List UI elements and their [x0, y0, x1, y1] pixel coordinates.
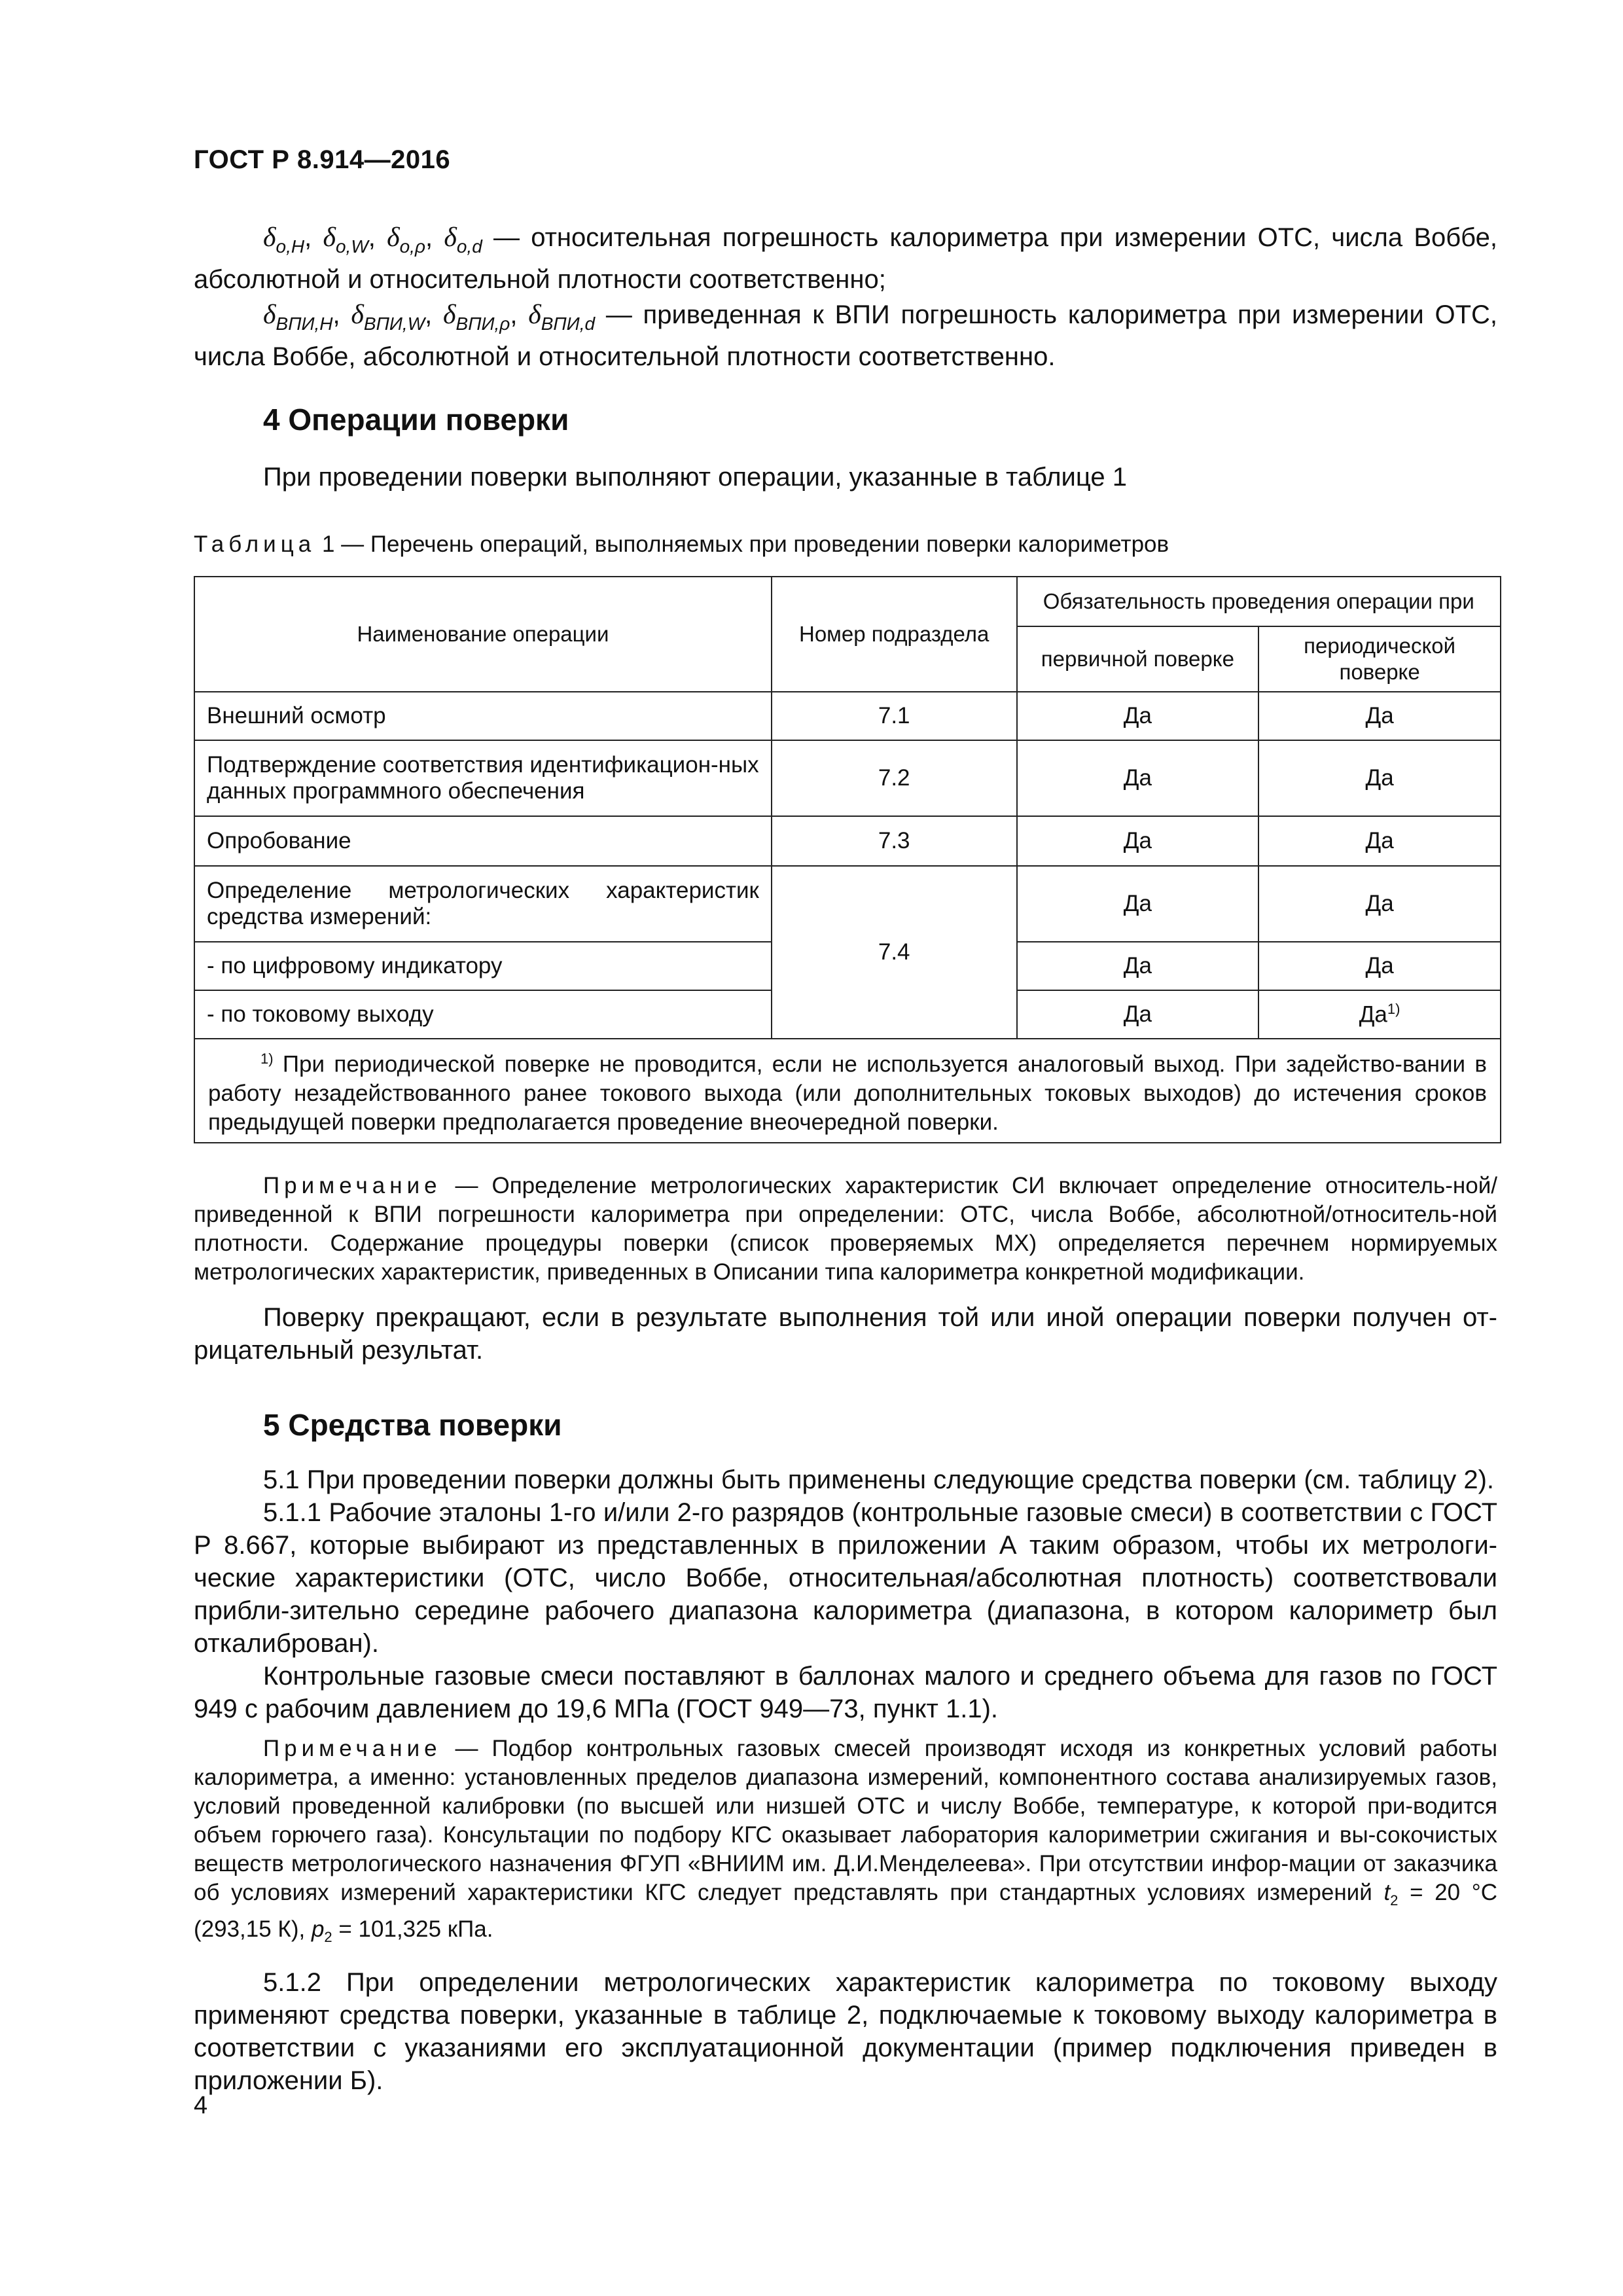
- stop-verification-text: Поверку прекращают, если в результате выполнения той или иной операции поверки получен от-рицательный результат.: [194, 1303, 1497, 1365]
- table-row: [194, 740, 1501, 816]
- cell-primary: Да: [1017, 942, 1259, 990]
- note-text: — Определение метрологических характеристик СИ включает определение относитель-ной/приведенной к ВПИ погрешности калориметра при определении: ОТС, числа Воббе, абсолютной/относитель-ной плотности. Содержание процедуры поверки (список проверяемых МХ) определяется перечнем нормируемых метрологических характеристик, приведенных в Описании типа калориметра конкретной модификации.: [194, 1173, 1497, 1285]
- subscript: о,d: [456, 236, 482, 257]
- paragraph-5-1: 5.1 При проведении поверки должны быть применены следующие средства поверки (см. таблицу 2).: [263, 1465, 1495, 1494]
- cell-periodic: Да: [1258, 942, 1501, 990]
- subscript: ВПИ,W: [363, 314, 425, 334]
- paragraph-gas-mixtures: Контрольные газовые смеси поставляют в баллонах малого и среднего объема для газов по ГОСТ 949 с рабочим давлением до 19,6 МПа (ГОСТ 949—73, пункт 1.1).: [194, 1662, 1497, 1723]
- header-periodic: периодической поверке: [1258, 626, 1501, 692]
- temperature-value: = 20 °С (293,15 К),: [194, 1880, 1498, 1942]
- cell-primary: Да: [1017, 816, 1259, 866]
- table-row: [194, 816, 1501, 866]
- operations-table: [194, 576, 1501, 1143]
- note-label: Примечание: [263, 1173, 442, 1198]
- section-4-title: 4 Операции поверки: [263, 403, 569, 437]
- delta-symbol: δ: [263, 300, 276, 330]
- cell-operation: - по токовому выходу: [194, 990, 772, 1039]
- cell-operation: - по цифровому индикатору: [194, 942, 772, 990]
- delta-symbol: δ: [351, 300, 364, 330]
- table-row: [194, 692, 1501, 740]
- subscript: ВПИ,ρ: [455, 314, 510, 334]
- subscript: 2: [324, 1929, 332, 1945]
- cell-section: 7.4: [772, 866, 1017, 1039]
- cell-operation: Внешний осмотр: [194, 692, 772, 740]
- header-section: Номер подраздела: [772, 577, 1017, 692]
- cell-section: 7.3: [772, 816, 1017, 866]
- symbol-line-reduced: $\delta_{ВПИ,H}$, $\delta_{ВПИ,W}$, $\delta_{ВПИ,\rho}$, $\delta_{ВПИ,d}$ — приведенная к ВПИ погрешность калориметра при измерении ОТС, числа Воббе, абсолютной и относительной плотности соответственно.: [194, 300, 1497, 371]
- footnote-ref: 1): [1387, 1001, 1400, 1018]
- cell-periodic: Да: [1258, 692, 1501, 740]
- symbol-description: — приведенная к ВПИ погрешность калориметра при измерении ОТС, числа Воббе, абсолютной и относительной плотности соответственно.: [194, 300, 1497, 371]
- cell-primary: Да: [1017, 692, 1259, 740]
- delta-symbol: δ: [263, 223, 276, 253]
- cell-primary: Да: [1017, 990, 1259, 1039]
- table-footnote: [194, 1039, 1501, 1143]
- temperature-symbol: t: [1383, 1880, 1391, 1905]
- pressure-symbol: p: [311, 1916, 325, 1942]
- delta-symbol: δ: [387, 223, 400, 253]
- section-4-note: [194, 1172, 1497, 1287]
- document-id: ГОСТ Р 8.914—2016: [194, 145, 451, 174]
- cell-periodic: Да: [1258, 816, 1501, 866]
- subscript: 2: [1390, 1892, 1399, 1909]
- header-primary: первичной поверке: [1017, 626, 1259, 692]
- cell-periodic: Да: [1258, 866, 1501, 942]
- delta-symbol: δ: [323, 223, 336, 253]
- section-5-note: [194, 1734, 1497, 1952]
- subscript: ВПИ,H: [276, 314, 333, 334]
- footnote-mark: 1): [260, 1050, 274, 1067]
- header-mandatory: Обязательность проведения операции при: [1017, 577, 1501, 626]
- footnote-text: При периодической поверке не проводится, если не используется аналоговый выход. При задейство-вании в работу незадействованного ранее токового выхода (или дополнительных токовых выходов) до истечения сроков предыдущей поверки предполагается проведение внеочередной поверки.: [208, 1051, 1487, 1135]
- section-5-body: [194, 1463, 1497, 2097]
- table-1-caption: [194, 531, 1169, 558]
- cell-periodic-value: Да: [1359, 1001, 1387, 1028]
- table-footnote-row: [194, 1039, 1501, 1143]
- symbol-legend: [194, 221, 1497, 373]
- header-operation: Наименование операции: [194, 577, 772, 692]
- cell-primary: Да: [1017, 740, 1259, 816]
- paragraph-5-1-2: 5.1.2 При определении метрологических характеристик калориметра по токовому выходу применяют средства поверки, указанные в таблице 2, подключаемые к токовому выходу калориметра в соответствии с указаниями его эксплуатационной документации (пример подключения приведен в приложении Б).: [194, 1968, 1497, 2095]
- delta-symbol: δ: [528, 300, 541, 330]
- section-4-intro-block: [194, 461, 1497, 493]
- delta-symbol: δ: [442, 300, 456, 330]
- pressure-value: = 101,325 кПа.: [338, 1916, 493, 1942]
- cell-operation: Опробование: [194, 816, 772, 866]
- subscript: о,H: [276, 236, 305, 257]
- delta-symbol: δ: [444, 223, 457, 253]
- cell-operation: Подтверждение соответствия идентификацион-ных данных программного обеспечения: [194, 740, 772, 816]
- section-5-title: 5 Средства поверки: [263, 1408, 562, 1442]
- note-label: Примечание: [263, 1736, 442, 1761]
- cell-periodic: [1258, 990, 1501, 1039]
- paragraph-5-1-1: 5.1.1 Рабочие эталоны 1-го и/или 2-го разрядов (контрольные газовые смеси) в соответствии с ГОСТ Р 8.667, которые выбирают из представленных в приложении А таким образом, чтобы их метрологи-ческие характеристики (ОТС, число Воббе, относительная/абсолютная плотность) соответствовали прибли-зительно середине рабочего диапазона калориметра (диапазона, в котором калориметр был откалиброван).: [194, 1498, 1497, 1658]
- cell-section: 7.1: [772, 692, 1017, 740]
- subscript: о,ρ: [399, 236, 425, 257]
- subscript: о,W: [335, 236, 368, 257]
- cell-operation: Определение метрологических характеристик средства измерений:: [194, 866, 772, 942]
- table-caption-text: 1 — Перечень операций, выполняемых при проведении поверки калориметров: [321, 531, 1169, 557]
- page-number: 4: [194, 2092, 208, 2119]
- symbol-description: — относительная погрешность калориметра при измерении ОТС, числа Воббе, абсолютной и относительной плотности соответственно;: [194, 223, 1497, 294]
- section-4-intro: При проведении поверки выполняют операции, указанные в таблице 1: [263, 463, 1127, 492]
- cell-primary: Да: [1017, 866, 1259, 942]
- table-row: [194, 866, 1501, 942]
- cell-section: 7.2: [772, 740, 1017, 816]
- subscript: ВПИ,d: [541, 314, 596, 334]
- table-caption-label: Таблица: [194, 531, 316, 557]
- section-4-note-block: [194, 1172, 1497, 1367]
- cell-periodic: Да: [1258, 740, 1501, 816]
- symbol-line-relative: $\delta_{о,H}$, $\delta_{о,W}$, $\delta_{о,\rho}$, $\delta_{о,d}$ — относительная погрешность калориметра при измерении ОТС, числа Воббе, абсолютной и относительной плотности соответственно;: [194, 223, 1497, 294]
- note-text: — Подбор контрольных газовых смесей производят исходя из конкретных условий работы калориметра, а именно: установленных пределов диапазона измерений, компонентного состава анализируемых газов, условий проведенной калибровки (по высшей или низшей ОТС и числу Воббе, температуре, к которой при-водится объем горючего газа). Консультации по подбору КГС оказывает лаборатория калориметрии сжигания и вы-сокочистых веществ метрологического назначения ФГУП «ВНИИМ им. Д.И.Менделеева». При отсутствии инфор-мации от заказчика об условиях измерений характеристики КГС следует представлять при стандартных условиях измерений: [194, 1736, 1497, 1905]
